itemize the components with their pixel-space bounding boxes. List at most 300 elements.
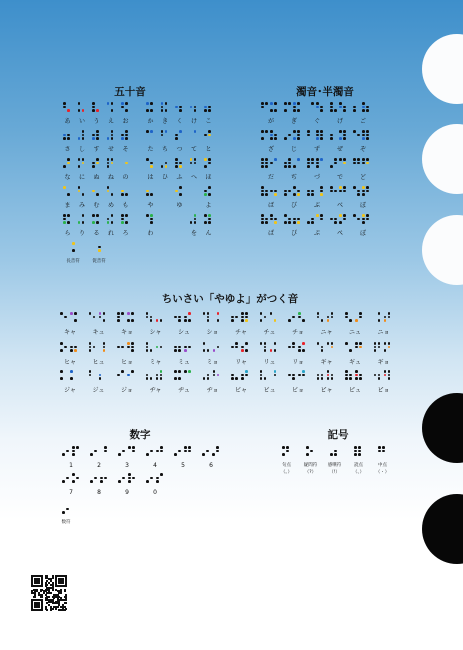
braille-dot	[292, 374, 295, 377]
braille-cell	[284, 158, 293, 171]
braille-cell	[72, 446, 81, 459]
braille-label: ギョ	[377, 359, 390, 366]
braille-dot	[307, 190, 310, 193]
braille-dot	[111, 137, 114, 140]
braille-dot	[208, 162, 211, 165]
braille-dot	[96, 134, 99, 137]
braille-dot	[150, 221, 153, 224]
braille-dot	[82, 193, 85, 196]
braille-cell	[298, 342, 307, 355]
braille-dot	[353, 106, 356, 109]
braille-dot	[270, 312, 273, 315]
braille-dot	[288, 190, 291, 193]
braille-dot	[89, 346, 92, 349]
braille-dot	[366, 158, 369, 161]
braille-dot	[72, 242, 75, 245]
braille-dot	[331, 346, 334, 349]
braille-label: 0	[153, 489, 157, 496]
braille-dot	[330, 186, 333, 189]
braille-dot	[298, 312, 301, 315]
braille-label: ぐ	[313, 118, 320, 125]
braille-cell	[213, 342, 222, 355]
braille-dot	[330, 102, 333, 105]
braille-dot	[128, 477, 131, 480]
braille-dot	[127, 374, 130, 377]
braille-dot	[165, 162, 168, 165]
braille-dot	[292, 377, 295, 380]
braille-cell	[184, 342, 193, 355]
binder-hole-lower	[422, 393, 463, 463]
braille-dot	[274, 221, 277, 224]
braille-dot	[217, 374, 220, 377]
braille-dot	[146, 214, 149, 217]
braille-label: す	[93, 146, 100, 153]
braille-dot	[132, 450, 135, 453]
braille-dot	[121, 137, 124, 140]
braille-dot	[78, 221, 81, 224]
braille-label: た	[147, 146, 154, 153]
braille-dot	[160, 346, 163, 349]
braille-cell	[327, 370, 336, 383]
braille-dot	[160, 446, 163, 449]
braille-dot	[208, 221, 211, 224]
braille-dot	[103, 319, 106, 322]
braille-dot	[264, 377, 267, 380]
braille-cell	[117, 342, 126, 355]
braille-dot	[293, 193, 296, 196]
braille-dot	[121, 106, 124, 109]
braille-label: ヒャ	[63, 359, 76, 366]
braille-dot	[284, 162, 287, 165]
braille-label: 8	[97, 489, 101, 496]
braille-dot	[388, 370, 391, 373]
braille-dot	[378, 446, 381, 449]
braille-label: れ	[107, 230, 114, 237]
braille-dot	[288, 162, 291, 165]
braille-label: ピョ	[377, 387, 390, 394]
braille-cell	[174, 312, 183, 325]
braille-dot	[235, 377, 238, 380]
braille-dot	[378, 346, 381, 349]
braille-dot	[178, 370, 181, 373]
braille-cell	[203, 342, 212, 355]
braille-label: 4	[153, 462, 157, 469]
braille-dot	[260, 370, 263, 373]
braille-dot	[274, 102, 277, 105]
braille-label: と	[205, 146, 212, 153]
braille-dot	[82, 214, 85, 217]
braille-dot	[378, 377, 381, 380]
braille-dot	[70, 312, 73, 315]
braille-label: む	[93, 202, 100, 209]
braille-cell	[330, 130, 339, 143]
braille-dot	[316, 102, 319, 105]
braille-cell	[184, 312, 193, 325]
braille-cell	[89, 370, 98, 383]
braille-dot	[78, 109, 81, 112]
braille-dot	[317, 377, 320, 380]
braille-cell	[355, 370, 364, 383]
braille-dot	[131, 312, 134, 315]
braille-dot	[96, 214, 99, 217]
braille-dot	[345, 377, 348, 380]
braille-dot	[146, 312, 149, 315]
braille-dot	[316, 214, 319, 217]
braille-dot	[231, 319, 234, 322]
braille-dot	[96, 221, 99, 224]
braille-cell	[175, 130, 184, 143]
braille-dot	[70, 370, 73, 373]
braille-label: ぞ	[359, 146, 366, 153]
braille-dot	[245, 370, 248, 373]
braille-cell	[100, 473, 109, 486]
braille-label: リュ	[263, 359, 276, 366]
braille-cell	[316, 214, 325, 227]
braille-dot	[245, 349, 248, 352]
braille-dot	[298, 349, 301, 352]
braille-label: ぼ	[359, 202, 366, 209]
braille-dot	[82, 162, 85, 165]
braille-dot	[74, 319, 77, 322]
braille-label: キョ	[120, 329, 133, 336]
braille-cell	[355, 342, 364, 355]
braille-dot	[359, 312, 362, 315]
braille-dot	[150, 377, 153, 380]
braille-cell	[339, 214, 348, 227]
braille-dot	[76, 446, 79, 449]
braille-cell	[78, 158, 87, 171]
braille-dot	[165, 165, 168, 168]
braille-dot	[339, 106, 342, 109]
braille-cell	[330, 158, 339, 171]
braille-dot	[64, 346, 67, 349]
braille-dot	[330, 190, 333, 193]
braille-label: 2	[97, 462, 101, 469]
braille-dot	[188, 450, 191, 453]
braille-dot	[107, 186, 110, 189]
braille-dot	[131, 346, 134, 349]
braille-dot	[382, 450, 385, 453]
symbol-label: 中点	[378, 463, 387, 468]
braille-cell	[94, 242, 103, 255]
braille-dot	[307, 165, 310, 168]
braille-dot	[117, 374, 120, 377]
braille-dot	[355, 342, 358, 345]
braille-cell	[362, 102, 371, 115]
braille-cell	[270, 102, 279, 115]
braille-dot	[362, 214, 365, 217]
braille-cell	[78, 102, 87, 115]
braille-dot	[207, 349, 210, 352]
braille-dot	[264, 346, 267, 349]
braille-dot	[179, 106, 182, 109]
braille-dot	[355, 370, 358, 373]
braille-dot	[316, 162, 319, 165]
braille-cell	[270, 186, 279, 199]
braille-label: ば	[267, 202, 274, 209]
braille-dot	[207, 312, 210, 315]
braille-cell	[146, 186, 155, 199]
braille-dot	[70, 349, 73, 352]
braille-dot	[78, 137, 81, 140]
braille-dot	[156, 346, 159, 349]
braille-label: の	[122, 174, 129, 181]
braille-dot	[190, 158, 193, 161]
braille-label: あ	[64, 118, 71, 125]
braille-dot	[92, 165, 95, 168]
braille-dot	[334, 218, 337, 221]
braille-label: ま	[64, 202, 71, 209]
braille-dot	[111, 102, 114, 105]
braille-dot	[96, 193, 99, 196]
braille-dot	[245, 374, 248, 377]
braille-dot	[216, 450, 219, 453]
braille-label: ヂュ	[178, 387, 190, 394]
braille-dot	[327, 377, 330, 380]
braille-dot	[354, 453, 357, 456]
braille-dot	[378, 374, 381, 377]
symbol-glyph: （・）	[375, 470, 390, 475]
braille-dot	[150, 477, 153, 480]
braille-cell	[345, 342, 354, 355]
braille-dot	[208, 186, 211, 189]
braille-dot	[331, 374, 334, 377]
braille-cell	[213, 312, 222, 325]
braille-dot	[366, 214, 369, 217]
braille-dot	[188, 319, 191, 322]
braille-label: ぽ	[359, 230, 366, 237]
braille-dot	[274, 349, 277, 352]
braille-dot	[131, 319, 134, 322]
braille-dot	[175, 190, 178, 193]
braille-dot	[111, 193, 114, 196]
braille-label: を	[190, 230, 197, 237]
braille-cell	[260, 312, 269, 325]
braille-dot	[316, 106, 319, 109]
braille-cell	[384, 342, 393, 355]
braille-dot	[353, 186, 356, 189]
braille-dot	[297, 221, 300, 224]
braille-label: ぱ	[267, 230, 274, 237]
braille-dot	[339, 130, 342, 133]
braille-cell	[107, 158, 116, 171]
braille-dot	[339, 102, 342, 105]
braille-dot	[274, 134, 277, 137]
braille-dot	[292, 342, 295, 345]
braille-cell	[107, 130, 116, 143]
braille-cell	[127, 370, 136, 383]
braille-cell	[190, 214, 199, 227]
braille-cell	[293, 130, 302, 143]
braille-dot	[241, 312, 244, 315]
braille-label: ビュ	[263, 387, 276, 394]
braille-dot	[121, 134, 124, 137]
braille-cell	[146, 342, 155, 355]
braille-label: ぷ	[313, 230, 320, 237]
braille-dot	[146, 349, 149, 352]
braille-label: ビャ	[234, 387, 247, 394]
braille-cell	[204, 102, 213, 115]
braille-dot	[302, 342, 305, 345]
braille-label: ショ	[206, 329, 219, 336]
braille-dot	[362, 137, 365, 140]
braille-dot	[311, 218, 314, 221]
braille-cell	[202, 446, 211, 459]
braille-dot	[330, 453, 333, 456]
braille-dot	[188, 312, 191, 315]
braille-dot	[265, 190, 268, 193]
braille-dot	[128, 480, 131, 483]
braille-cell	[317, 342, 326, 355]
braille-dot	[156, 477, 159, 480]
braille-cell	[330, 214, 339, 227]
braille-cell	[307, 186, 316, 199]
braille-label: み	[78, 202, 85, 209]
braille-dot	[62, 480, 65, 483]
braille-dot	[311, 158, 314, 161]
braille-cell	[241, 370, 250, 383]
braille-dot	[353, 158, 356, 161]
braille-dot	[217, 312, 220, 315]
braille-label: ヂョ	[206, 387, 219, 394]
braille-dot	[359, 377, 362, 380]
braille-dot	[150, 450, 153, 453]
braille-dot	[161, 109, 164, 112]
braille-cell	[203, 312, 212, 325]
braille-dot	[117, 346, 120, 349]
braille-dot	[320, 134, 323, 137]
braille-dot	[178, 377, 181, 380]
braille-label: だ	[267, 174, 274, 181]
braille-cell	[261, 130, 270, 143]
braille-dot	[82, 130, 85, 133]
braille-dot	[353, 214, 356, 217]
braille-cell	[316, 186, 325, 199]
braille-label: 長音符	[66, 259, 80, 264]
braille-dot	[366, 218, 369, 221]
braille-dot	[366, 109, 369, 112]
braille-cell	[353, 186, 362, 199]
braille-dot	[384, 319, 387, 322]
braille-dot	[94, 450, 97, 453]
braille-label: さ	[64, 146, 71, 153]
braille-dot	[284, 165, 287, 168]
braille-cell	[288, 312, 297, 325]
braille-dot	[245, 316, 248, 319]
braille-cell	[146, 158, 155, 171]
braille-dot	[156, 377, 159, 380]
braille-dot	[245, 342, 248, 345]
braille-dot	[231, 346, 234, 349]
braille-dot	[286, 446, 289, 449]
braille-dot	[70, 346, 73, 349]
braille-cell	[330, 446, 339, 459]
braille-label: シャ	[149, 329, 162, 336]
braille-dot	[111, 214, 114, 217]
braille-cell	[128, 446, 137, 459]
braille-dot	[161, 102, 164, 105]
braille-cell	[339, 102, 348, 115]
braille-dot	[202, 453, 205, 456]
braille-dot	[82, 109, 85, 112]
braille-cell	[270, 130, 279, 143]
braille-dot	[270, 349, 273, 352]
braille-dot	[261, 193, 264, 196]
braille-label: ゆ	[176, 202, 183, 209]
braille-dot	[288, 221, 291, 224]
braille-cell	[307, 130, 316, 143]
braille-dot	[78, 186, 81, 189]
braille-dot	[107, 162, 110, 165]
braille-cell	[316, 158, 325, 171]
braille-dot	[362, 158, 365, 161]
braille-dot	[103, 312, 106, 315]
braille-dot	[345, 370, 348, 373]
braille-cell	[270, 370, 279, 383]
braille-cell	[174, 342, 183, 355]
braille-cell	[62, 473, 71, 486]
braille-label: ら	[64, 230, 71, 237]
braille-cell	[353, 130, 362, 143]
braille-dot	[156, 319, 159, 322]
braille-dot	[150, 130, 153, 133]
binder-hole-top	[422, 34, 463, 104]
braille-dot	[293, 186, 296, 189]
braille-dot	[92, 109, 95, 112]
braille-dot	[241, 346, 244, 349]
braille-dot	[261, 130, 264, 133]
braille-cell	[118, 446, 127, 459]
braille-dot	[261, 221, 264, 224]
braille-dot	[204, 158, 207, 161]
braille-dot	[63, 214, 66, 217]
braille-dot	[274, 374, 277, 377]
braille-cell	[146, 130, 155, 143]
braille-dot	[107, 190, 110, 193]
braille-label: で	[336, 174, 343, 181]
braille-cell	[204, 130, 213, 143]
braille-dot	[203, 312, 206, 315]
braille-dot	[366, 137, 369, 140]
braille-dot	[125, 130, 128, 133]
braille-dot	[288, 134, 291, 137]
braille-label: ひ	[161, 174, 168, 181]
braille-dot	[270, 214, 273, 217]
braille-dot	[89, 370, 92, 373]
braille-dot	[63, 102, 66, 105]
braille-dot	[131, 370, 134, 373]
braille-dot	[357, 158, 360, 161]
braille-label: え	[107, 118, 114, 125]
braille-dot	[307, 221, 310, 224]
braille-label: ジョ	[121, 387, 133, 394]
braille-dot	[107, 165, 110, 168]
braille-dot	[362, 221, 365, 224]
braille-dot	[208, 109, 211, 112]
braille-cell	[175, 102, 184, 115]
braille-dot	[331, 312, 334, 315]
braille-dot	[178, 316, 181, 319]
braille-cell	[298, 370, 307, 383]
braille-dot	[156, 374, 159, 377]
braille-dot	[261, 102, 264, 105]
braille-cell	[204, 214, 213, 227]
braille-dot	[208, 193, 211, 196]
braille-cell	[92, 102, 101, 115]
braille-dot	[261, 165, 264, 168]
braille-dot	[358, 446, 361, 449]
braille-dot	[316, 158, 319, 161]
